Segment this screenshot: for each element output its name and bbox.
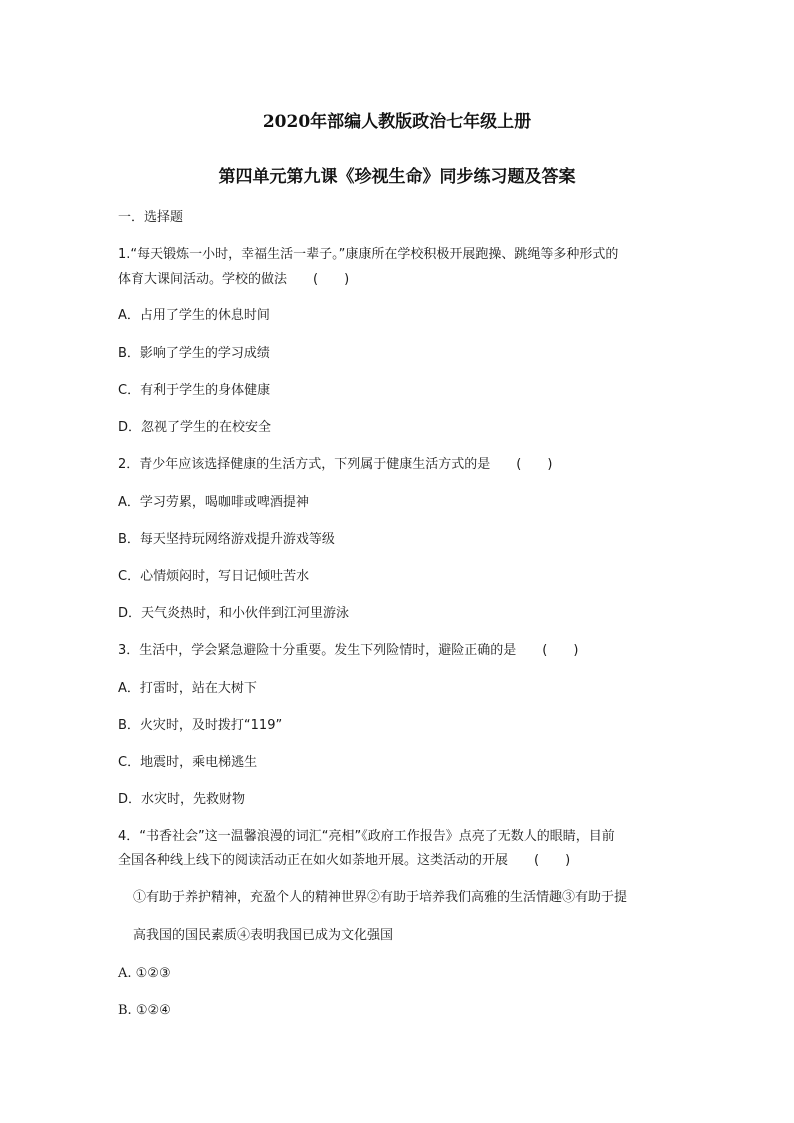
q1-option-c: C．有利于学生的身体健康 [118, 383, 271, 398]
q4-option-a: A. ①②③ [118, 966, 171, 981]
q2-option-d: D．天气炎热时，和小伙伴到江河里游泳 [118, 606, 350, 621]
q1-stem-line1: 1.“每天锻炼一小时，幸福生活一辈子。”康康所在学校积极开展跑操、跳绳等多种形式的 [118, 247, 619, 262]
q4-statements-line1: ①有助于养护精神，充盈个人的精神世界②有助于培养我们高雅的生活情趣③有助于提 [133, 890, 628, 905]
q2-option-c: C．心情烦闷时，写日记倾吐苦水 [118, 569, 310, 584]
document-title: 2020年部编人教版政治七年级上册 [262, 112, 532, 132]
q4-stem-line1: 4．“书香社会”这一温馨浪漫的词汇“亮相”《政府工作报告》点亮了无数人的眼睛，目前 [118, 829, 615, 844]
document-subtitle: 第四单元第九课《珍视生命》同步练习题及答案 [218, 167, 576, 187]
q4-statements-line2: 高我国的国民素质④表明我国已成为文化强国 [133, 928, 394, 943]
q1-option-a: A．占用了学生的休息时间 [118, 308, 270, 323]
q3-option-b: B．火灾时，及时拨打“119” [118, 718, 283, 733]
q2-option-b: B．每天坚持玩网络游戏提升游戏等级 [118, 532, 335, 547]
q1-option-d: D．忽视了学生的在校安全 [118, 420, 272, 435]
q3-stem: 3．生活中，学会紧急避险十分重要。发生下列险情时，避险正确的是 ( ) [118, 643, 579, 658]
section-heading: 一．选择题 [118, 210, 184, 225]
q4-option-b: B. ①②④ [118, 1003, 171, 1018]
q2-option-a: A．学习劳累，喝咖啡或啤酒提神 [118, 495, 309, 510]
q3-option-c: C．地震时，乘电梯逃生 [118, 755, 258, 770]
q3-option-a: A．打雷时，站在大树下 [118, 681, 257, 696]
q2-stem: 2．青少年应该选择健康的生活方式，下列属于健康生活方式的是 ( ) [118, 457, 553, 472]
q1-stem-line2: 体育大课间活动。学校的做法 ( ) [118, 272, 350, 287]
q1-option-b: B．影响了学生的学习成绩 [118, 346, 270, 361]
q4-stem-line2: 全国各种线上线下的阅读活动正在如火如荼地开展。这类活动的开展 ( ) [118, 853, 571, 868]
q3-option-d: D．水灾时，先救财物 [118, 792, 246, 807]
